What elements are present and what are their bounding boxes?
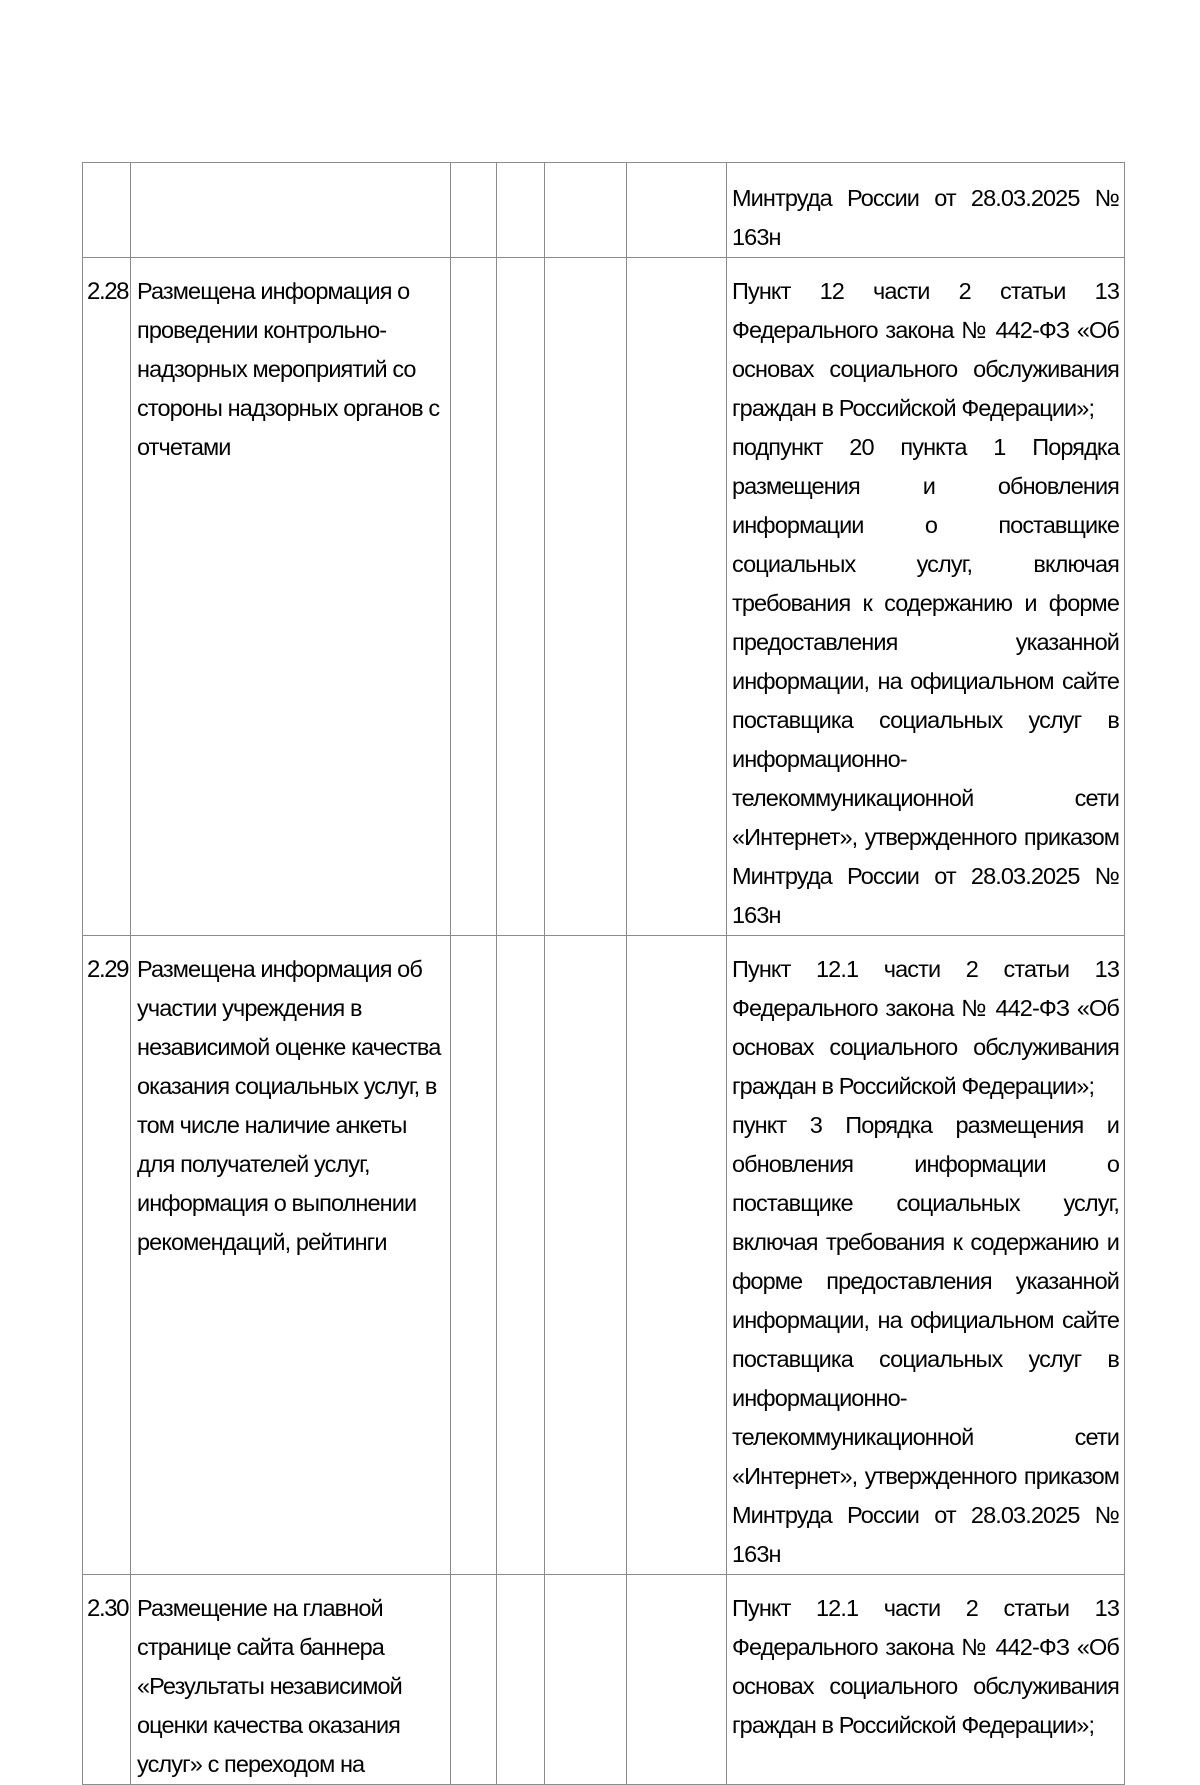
legal-basis <box>727 258 1125 936</box>
empty-cell <box>451 163 497 258</box>
row-number: 2.29 <box>83 936 131 1575</box>
legal-basis-paragraph: Пункт 12.1 части 2 статьи 13 Федерального закона № 442-ФЗ «Об основах социального обслуживания граждан в Российской Федерации»; <box>732 1595 1119 1738</box>
empty-cell <box>545 936 627 1575</box>
empty-cell <box>451 1575 497 1785</box>
requirements-table <box>82 162 1125 1785</box>
legal-basis-paragraph: Пункт 12.1 части 2 статьи 13 Федерального закона № 442-ФЗ «Об основах социального обслуживания граждан в Российской Федерации»; <box>732 956 1119 1099</box>
row-number: 2.28 <box>83 258 131 936</box>
empty-cell <box>627 1575 727 1785</box>
empty-cell <box>497 1575 545 1785</box>
empty-cell <box>545 1575 627 1785</box>
row-description: Размещена информация о проведении контрольно-надзорных мероприятий со стороны надзорных органов с отчетами <box>131 258 451 936</box>
empty-cell <box>497 936 545 1575</box>
table-row <box>83 258 1125 936</box>
row-number: 2.30 <box>83 1575 131 1785</box>
table-row <box>83 936 1125 1575</box>
legal-basis-paragraph: Пункт 12 части 2 статьи 13 Федерального закона № 442-ФЗ «Об основах социального обслуживания граждан в Российской Федерации»; <box>732 278 1119 421</box>
row-description: Размещение на главной странице сайта баннера «Результаты независимой оценки качества оказания услуг» с переходом на <box>131 1575 451 1785</box>
empty-cell <box>627 163 727 258</box>
empty-cell <box>627 258 727 936</box>
empty-cell <box>545 163 627 258</box>
row-description <box>131 163 451 258</box>
table-row <box>83 163 1125 258</box>
legal-basis-paragraph: пункт 3 Порядка размещения и обновления информации о поставщике социальных услуг, включая требования к содержанию и форме предоставления указанной информации, на официальном сайте поставщика социальных услуг в информационно-телекоммуникационной сети «Интернет», утвержденного приказом Минтруда России от 28.03.2025 № 163н <box>732 1112 1119 1567</box>
empty-cell <box>545 258 627 936</box>
legal-basis-paragraph: Минтруда России от 28.03.2025 № 163н <box>732 185 1119 250</box>
empty-cell <box>451 258 497 936</box>
table-row <box>83 1575 1125 1785</box>
empty-cell <box>451 936 497 1575</box>
empty-cell <box>627 936 727 1575</box>
legal-basis <box>727 936 1125 1575</box>
empty-cell <box>497 163 545 258</box>
legal-basis-paragraph: подпункт 20 пункта 1 Порядка размещения и обновления информации о поставщике социальных услуг, включая требования к содержанию и форме предоставления указанной информации, на официальном сайте поставщика социальных услуг в информационно-телекоммуникационной сети «Интернет», утвержденного приказом Минтруда России от 28.03.2025 № 163н <box>732 434 1119 928</box>
legal-basis <box>727 163 1125 258</box>
row-number <box>83 163 131 258</box>
empty-cell <box>497 258 545 936</box>
row-description: Размещена информация об участии учреждения в независимой оценке качества оказания социальных услуг, в том числе наличие анкеты для получателей услуг, информация о выполнении рекомендаций, рейтинги <box>131 936 451 1575</box>
legal-basis <box>727 1575 1125 1785</box>
